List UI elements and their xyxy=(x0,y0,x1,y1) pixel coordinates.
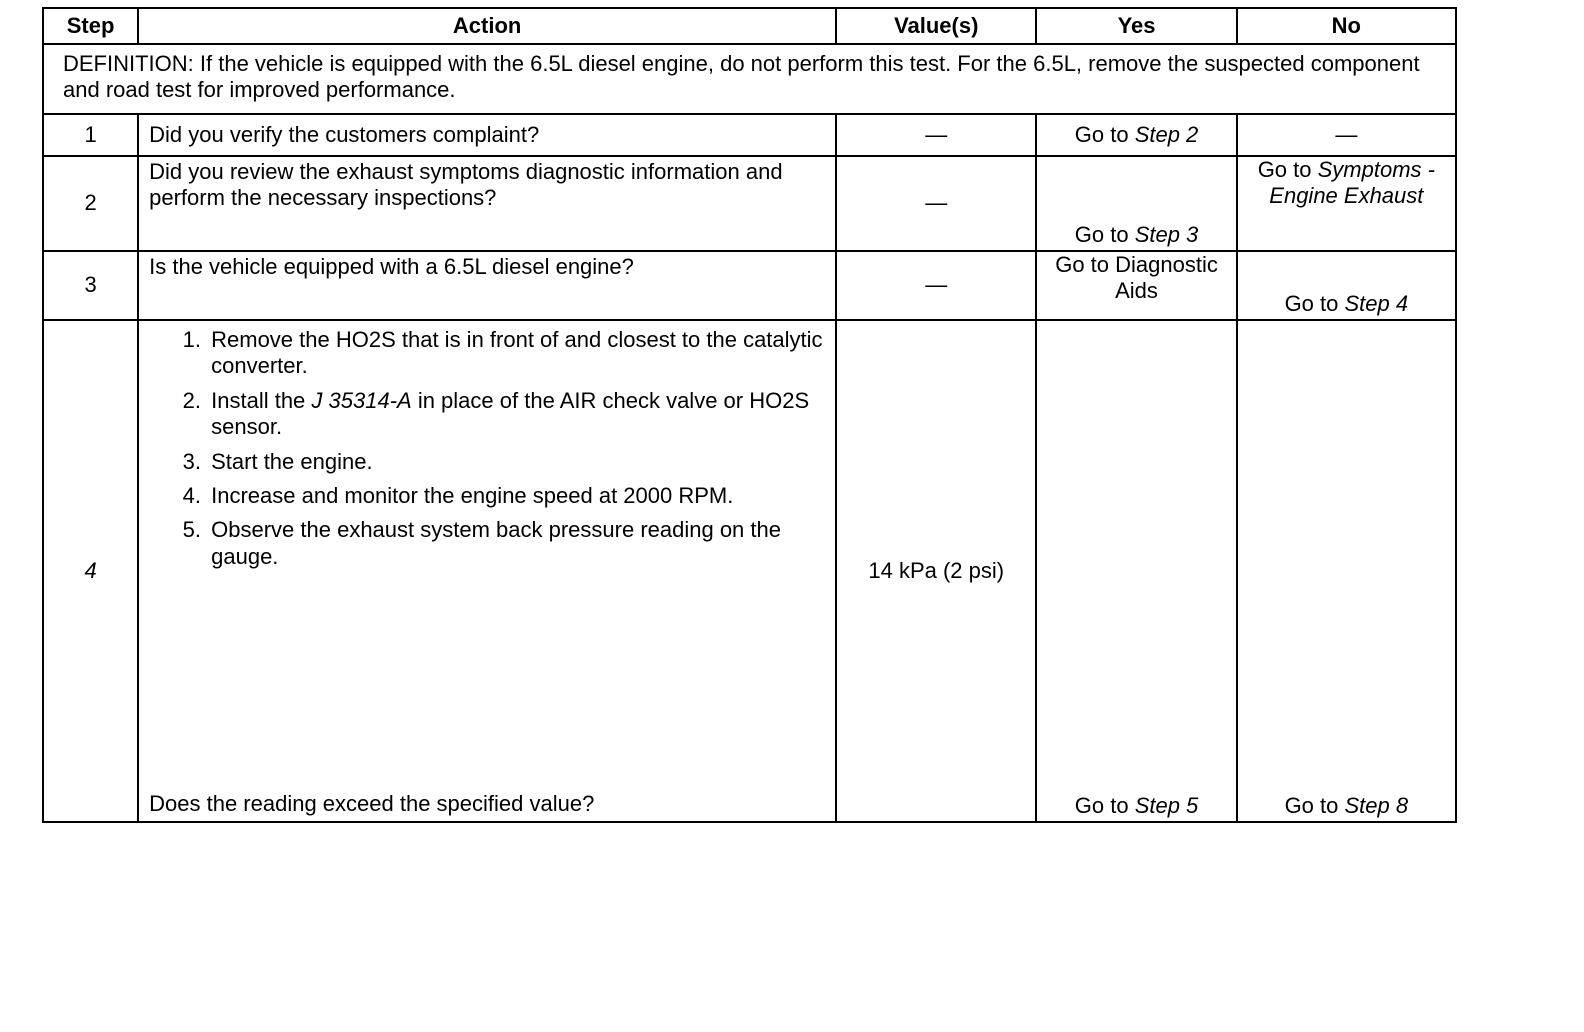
step-number: 2 xyxy=(43,156,138,251)
action-text: Did you review the exhaust symptoms diagnostic information and perform the necessary inspections? xyxy=(138,156,836,251)
yes-prefix: Go to xyxy=(1074,221,1135,247)
action-text: Did you verify the customers complaint? xyxy=(138,114,836,156)
instruction-item: 3. Start the engine. xyxy=(207,449,827,475)
instruction-item: 5. Observe the exhaust system back pressure reading on the gauge. xyxy=(207,517,827,570)
no-cell: — xyxy=(1237,114,1456,156)
definition-text: DEFINITION: If the vehicle is equipped with the 6.5L diesel engine, do not perform this test. For the 6.5L, remove the suspected component and road test for improved performance. xyxy=(43,44,1456,114)
definition-row xyxy=(43,44,1456,114)
diagnostic-table xyxy=(42,7,1457,823)
value-cell: — xyxy=(836,114,1036,156)
yes-link[interactable]: Step 2 xyxy=(1134,121,1199,147)
yes-prefix: Go to xyxy=(1074,121,1135,147)
no-prefix: Go to xyxy=(1284,290,1345,316)
no-cell xyxy=(1237,156,1456,251)
no-prefix: Go to xyxy=(1257,157,1318,182)
header-action: Action xyxy=(138,8,836,44)
table-row xyxy=(43,320,1456,822)
step-number: 1 xyxy=(43,114,138,156)
no-cell xyxy=(1237,251,1456,320)
yes-prefix: Go to xyxy=(1074,792,1135,818)
value-cell: — xyxy=(836,251,1036,320)
header-row xyxy=(43,8,1456,44)
header-step: Step xyxy=(43,8,138,44)
yes-link[interactable]: Step 3 xyxy=(1134,221,1199,247)
instruction-list xyxy=(149,327,827,578)
instruction-text: in place of the AIR check valve or HO2S sensor. xyxy=(211,387,810,440)
tool-reference: J 35314-A xyxy=(311,387,412,413)
table-row xyxy=(43,156,1456,251)
question-text: Does the reading exceed the specified value? xyxy=(149,790,595,816)
table-row xyxy=(43,251,1456,320)
value-cell: 14 kPa (2 psi) xyxy=(836,320,1036,822)
step-number: 4 xyxy=(43,320,138,822)
yes-cell xyxy=(1036,156,1236,251)
instruction-item: 4. Increase and monitor the engine speed at 2000 RPM. xyxy=(207,483,827,509)
instruction-text: Install the xyxy=(211,387,312,413)
header-yes: Yes xyxy=(1036,8,1236,44)
action-cell xyxy=(138,320,836,822)
header-no: No xyxy=(1237,8,1456,44)
step-number: 3 xyxy=(43,251,138,320)
yes-cell xyxy=(1036,114,1236,156)
no-link[interactable]: Step 8 xyxy=(1344,792,1409,818)
no-cell xyxy=(1237,320,1456,822)
instruction-item: 1. Remove the HO2S that is in front of and closest to the catalytic converter. xyxy=(207,327,827,380)
no-link[interactable]: Symptoms - Engine Exhaust xyxy=(1269,157,1435,209)
no-link[interactable]: Step 4 xyxy=(1344,290,1409,316)
yes-link[interactable]: Step 5 xyxy=(1134,792,1199,818)
instruction-item xyxy=(207,388,827,441)
action-text: Is the vehicle equipped with a 6.5L diesel engine? xyxy=(138,251,836,320)
yes-cell[interactable]: Go to Diagnostic Aids xyxy=(1036,251,1236,320)
value-cell: — xyxy=(836,156,1036,251)
no-prefix: Go to xyxy=(1284,792,1345,818)
yes-cell xyxy=(1036,320,1236,822)
header-values: Value(s) xyxy=(836,8,1036,44)
table-row xyxy=(43,114,1456,156)
